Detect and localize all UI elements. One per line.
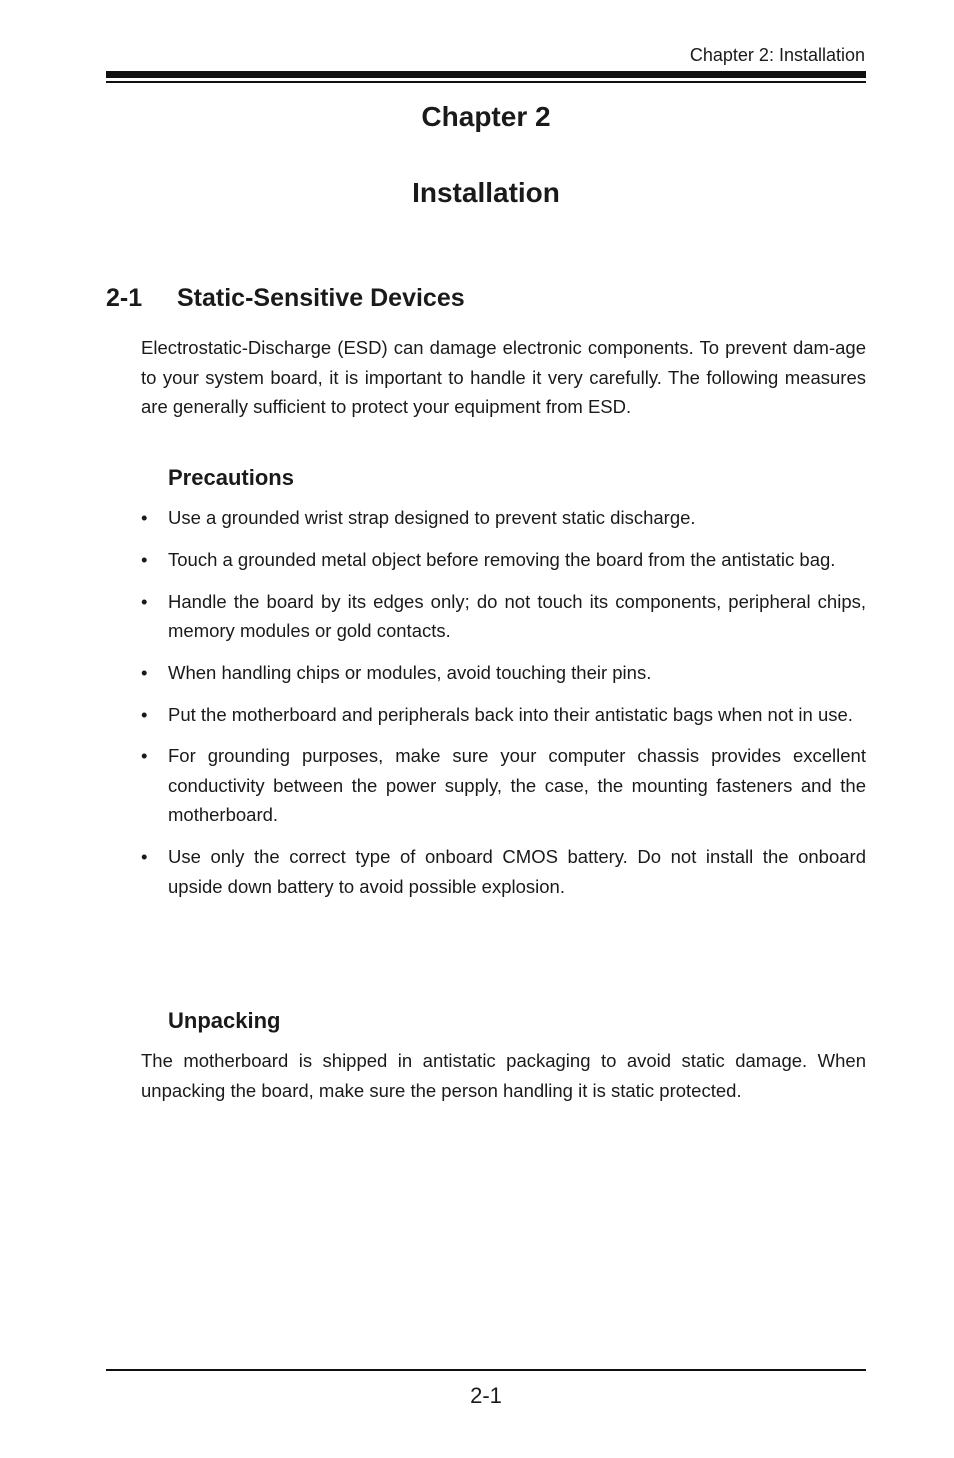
bullet-icon: •: [141, 661, 148, 683]
list-item: [141, 842, 866, 901]
running-header: Chapter 2: Installation: [689, 45, 865, 65]
list-item: [141, 503, 866, 533]
header-rule-thick: [106, 71, 866, 78]
list-item-text: Use only the correct type of onboard CMOS battery. Do not install the onboard upside down battery to avoid possible explosion.: [168, 846, 866, 897]
list-item: [141, 700, 866, 730]
list-item: [141, 587, 866, 646]
section-number: 2-1: [106, 284, 143, 312]
list-item-text: Handle the board by its edges only; do not touch its components, peripheral chips, memory modules or gold contacts.: [168, 590, 866, 642]
list-item-text: Put the motherboard and peripherals back into their antistatic bags when not in use.: [168, 703, 853, 725]
bullet-icon: •: [141, 548, 148, 570]
list-item-text: Use a grounded wrist strap designed to prevent static discharge.: [168, 507, 696, 528]
precautions-heading: Precautions: [168, 465, 294, 490]
list-item-text: For grounding purposes, make sure your computer chassis provides excellent conductivity between the power supply, the case, the mounting fasteners and the motherboard.: [168, 745, 866, 826]
list-item: [141, 741, 866, 830]
bullet-icon: •: [141, 507, 148, 528]
list-item: [141, 545, 866, 575]
chapter-title: Installation: [412, 177, 560, 208]
bullet-icon: •: [141, 590, 148, 612]
list-item: [141, 658, 866, 688]
header-rule-thin: [106, 81, 866, 83]
section-heading: [106, 283, 465, 313]
bullet-icon: •: [141, 745, 148, 767]
footer-rule: [106, 1369, 866, 1371]
section-intro-paragraph: Electrostatic-Discharge (ESD) can damage electronic components. To prevent dam-age to your system board, it is important to handle it very carefully. The following measures are generally sufficient to protect your equipment from ESD.: [141, 337, 866, 417]
precautions-list: [141, 503, 866, 914]
chapter-number: Chapter 2: [421, 101, 551, 132]
section-title: Static-Sensitive Devices: [177, 284, 465, 312]
page-number: 2-1: [470, 1383, 502, 1408]
unpacking-heading: Unpacking: [168, 1008, 281, 1033]
unpacking-paragraph: The motherboard is shipped in antistatic packaging to avoid static damage. When unpacking the board, make sure the person handling it is static protected.: [141, 1050, 866, 1101]
list-item-text: Touch a grounded metal object before removing the board from the antistatic bag.: [168, 548, 836, 570]
list-item-text: When handling chips or modules, avoid touching their pins.: [168, 661, 652, 683]
bullet-icon: •: [141, 703, 148, 725]
bullet-icon: •: [141, 846, 148, 868]
